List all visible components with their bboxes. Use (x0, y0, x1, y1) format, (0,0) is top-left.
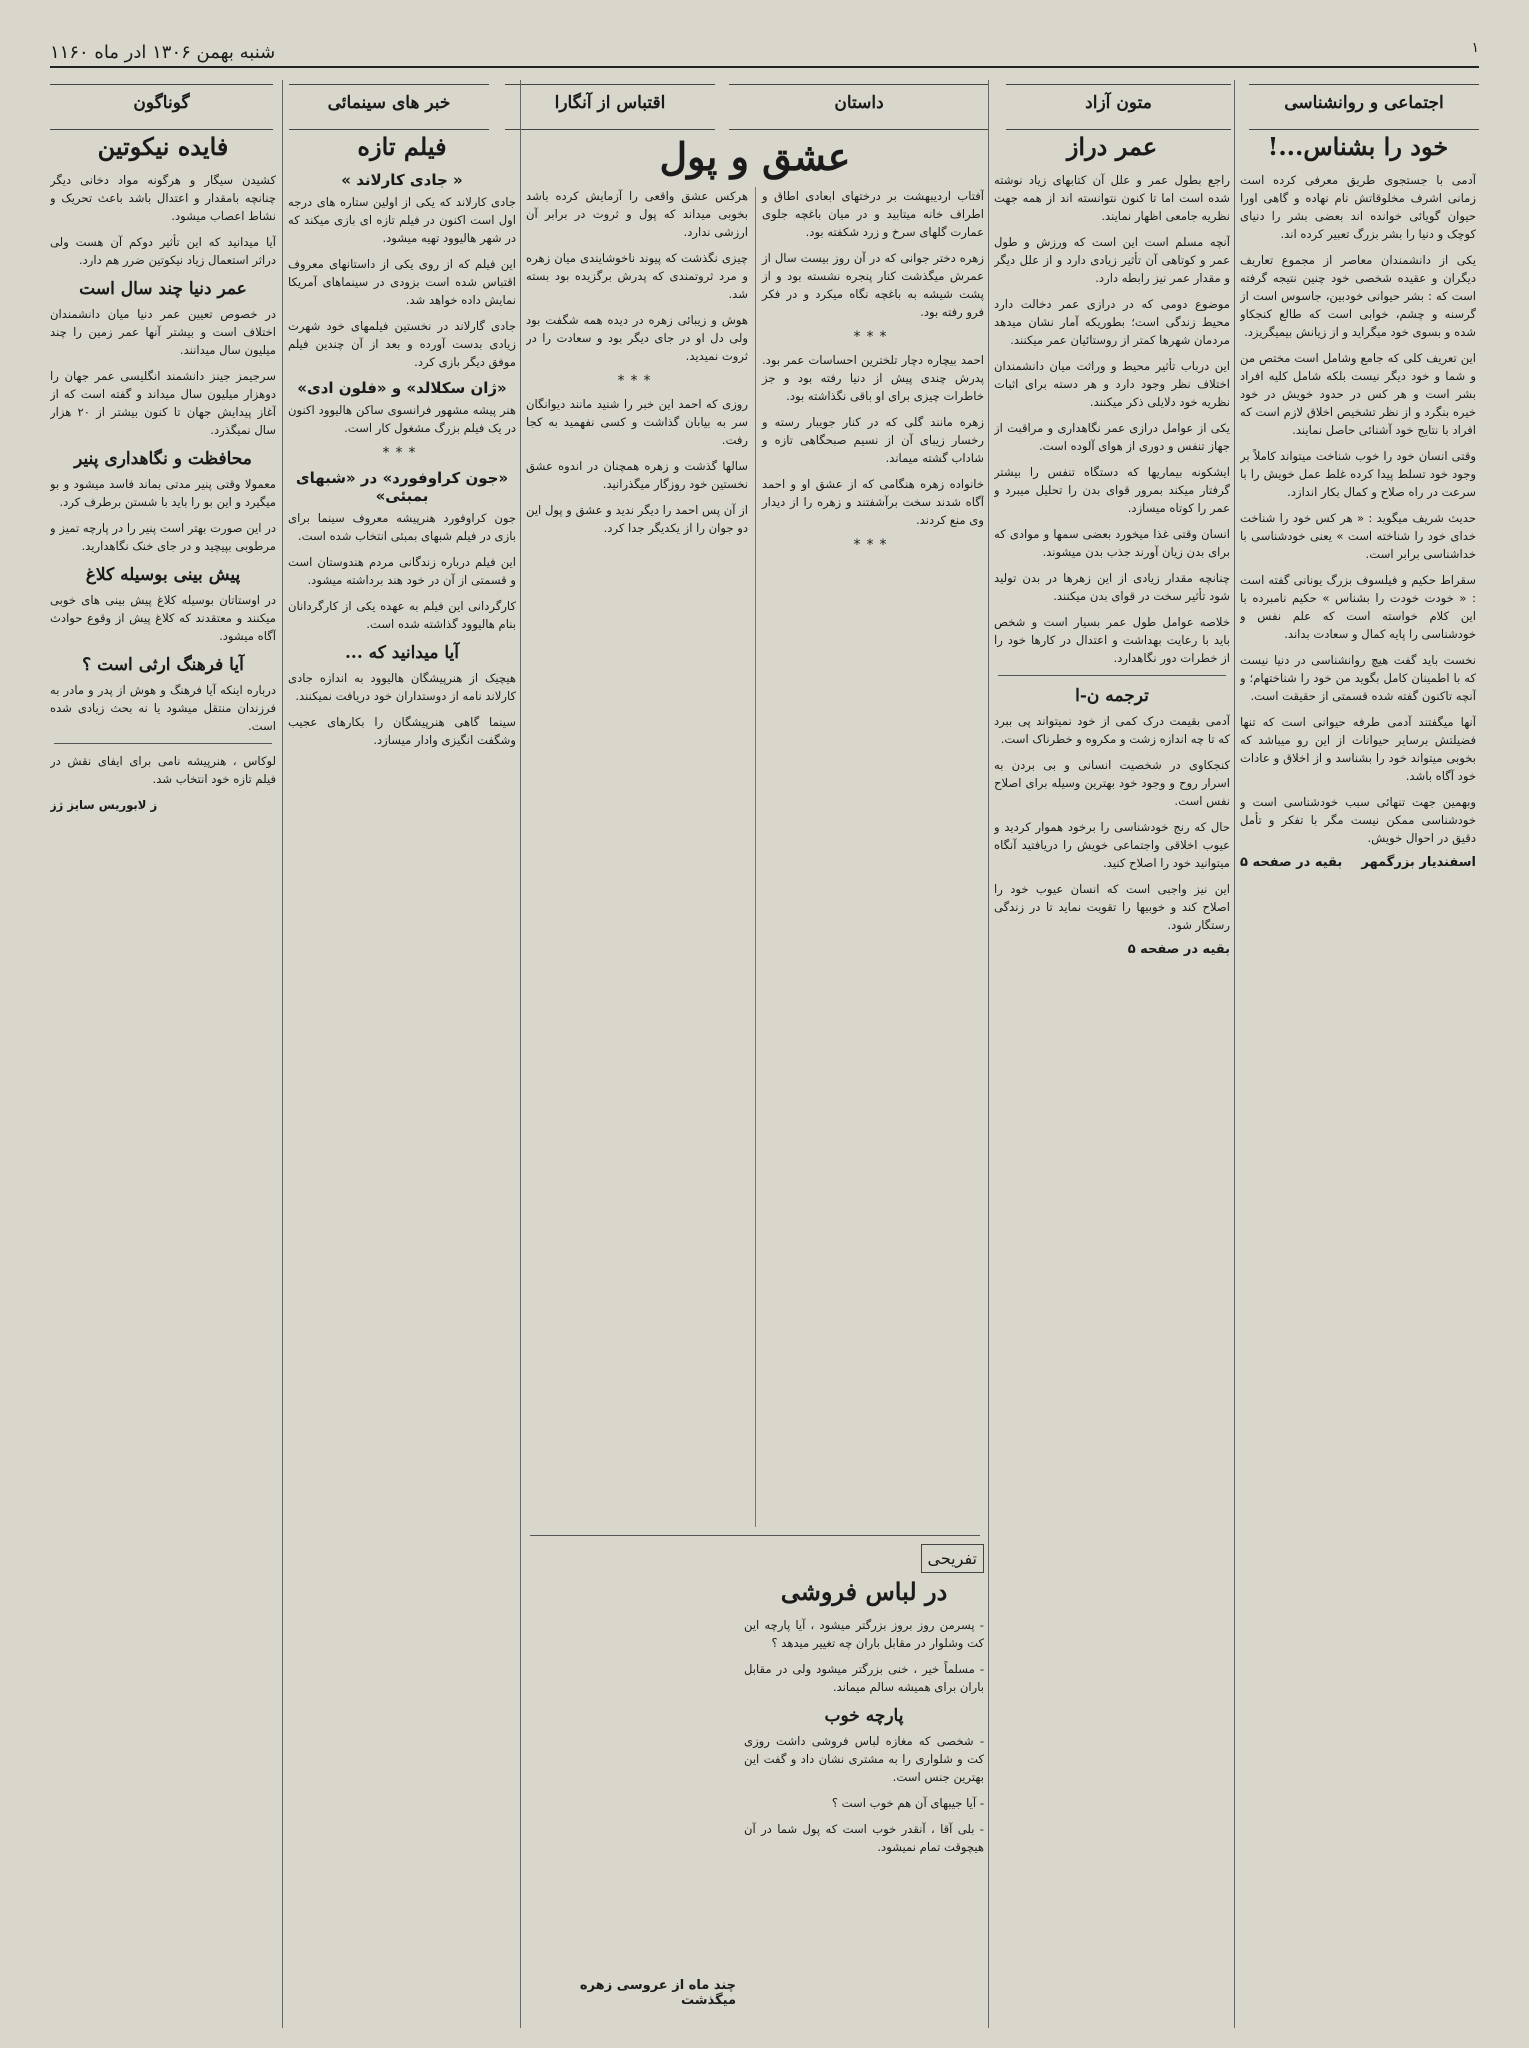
article-title: فایده نیکوتین (97, 132, 229, 161)
column-love-and-money (526, 128, 984, 2048)
article-title: فیلم تازه (357, 132, 447, 161)
humor-label: تفریحی (921, 1544, 985, 1573)
article-signature: بقیه در صفحه ۵ (1127, 942, 1230, 957)
section-misc: گوناگون (50, 84, 273, 130)
story-title: عشق و پول (659, 134, 851, 179)
section-cinema-news: خبر های سینمائی (289, 84, 489, 130)
divider (530, 1535, 980, 1536)
column-self-knowledge: خود را بشناس...! آدمی با جستجوی طریق معرفی کرده است زمانی اشرف مخلوقاتش نام نهاده و گاهی اورا حیوان گویائی خوانده اند بعضی بشر را دنیای کوچک و دنیا را بشر بزرگ تعبیر کرده اند. یکی از دانشمندان معاصر از مجموع تعاریف دیگران و عقیده شخصی خود چنین نتیجه گرفته است که : بشر حیوانی خودبین، جاسوس است از گرسنه و چشم، خوابی است که طالع کنجکاو شده و بسوی خود میگراید و از زیانش بیمیگریزد. این تعریف کلی که جامع وشامل است مختص من و شما و خود دیگر نیست بلکه شامل کلیه افراد بشر است و هر کس در حدود خویش در خود خیره بنگرد و از نظر تشخیص اخلاق لازم است که افراد با نتایج خود آشنائی حاصل نمایند. وقتی انسان خود را خوب شناخت میتواند کاملاً بر وجود خود تسلط پیدا کرده غلط عمل خویش را با سرعت در راه صلاح و کمال بکار اندازد. حدیث شریف میگوید : « هر کس خود را شناخت خدای خود را شناخته است » یعنی خودشناسی با خداشناسی برابر است. سقراط حکیم و فیلسوف بزرگ یونانی گفته است : « خودت خودت را بشناس » حکیم نامبرده با این کلام خواسته است که علم نفس و خودشناسی را پایه کمال و سعادت بداند. نخست باید گفت هیچ روانشناسی در دنیا نیست که با اطمینان کامل بگوید من خود را شناختهام؛ و آنچه تاکنون گفته شده قسمتی از حقیقت است. آنها میگفتند آدمی طرفه حیوانی است که تنها فضیلتش برسایر حیوانات از این رو میباشد که بخوبی میتواند خود را بشناسد و از اخلاق و عادات خود آگاه باشد. وبهمین جهت تنهائی سبب خودشناسی است و خودشناسی ممکن نیست مگر با تفکر و تأمل دقیق در احوال خویش. اسفندیار بزرگمهر بقیه در صفحه ۵ (1240, 132, 1476, 870)
humor-title: در لباس فروشی (780, 1577, 948, 1606)
divider (998, 675, 1226, 676)
column-rule (988, 80, 989, 2028)
humor-box: تفریحی در لباس فروشی - پسرمن روز بروز بزرگتر میشود ، آیا پارچه این کت وشلوار در مقابل باران چه تغییر میدهد ؟ - مسلماً خیر ، خنی بزرگتر میشود ولی در مقابل باران برای همیشه سالم میماند. پارچه خوب - شخصی که مغازه لباس فروشی داشت روزی کت و شلواری را به مشتری نشان داد و گفت این بهترین جنس است. - آیا جیبهای آن هم خوب است ؟ - بلی آقا ، آنقدر خوب است که پول شما در آن هیچوقت تمام نمیشود. (744, 1544, 984, 1856)
humor-subtitle: پارچه خوب (824, 1706, 904, 1726)
page-header (50, 38, 1479, 68)
section-angara: اقتباس از آنگارا (505, 84, 715, 130)
section-social: اجتماعی و روانشناسی (1249, 84, 1479, 130)
section-free-texts: متون آزاد (1006, 84, 1231, 130)
column-new-film: فیلم تازه « جادی کارلاند » جادی کارلاند که یکی از اولین ستاره های درجه اول است اکنون در فیلم تازه ای بازی میکند که در شهر هالیوود تهیه میشود. این فیلم که از روی یکی از داستانهای معروف اقتباس شده است بزودی در سینماهای آمریکا نمایش داده خواهد شد. جادی گارلاند در نخستین فیلمهای خود شهرت زیادی بدست آورده و بعد از آن چندین فیلم موفق دیگر بازی کرد. «ژان سکلالد» و «فلون ادی» هنر پیشه مشهور فرانسوی ساکن هالیوود اکنون در یک فیلم بزرگ مشغول کار است. *** «جون کراوفورد» در «شبهای بمبئی» جون کراوفورد هنرپیشه معروف سینما برای بازی در فیلم شبهای بمبئی انتخاب شده است. این فیلم درباره زندگانی مردم هندوستان است و قسمتی از آن در خود هند برداشته میشود. کارگردانی این فیلم به عهده یکی از کارگردانان بنام هالیوود گذاشته شده است. آیا میدانید که ... هیچیک از هنرپیشگان هالیوود به اندازه جادی کارلاند نامه از دوستداران خود دریافت نمیکنند. سینما گاهی هنرپیشگان را بکارهای عجیب وشگفت انگیزی وادار میسازد. (288, 132, 516, 747)
story-continuation: چند ماه از عروسی زهره میگذشت (579, 1978, 736, 2008)
page-number: ۱ (1471, 40, 1479, 56)
column-rule (1234, 80, 1235, 2028)
column-misc: فایده نیکوتین کشیدن سیگار و هرگونه مواد دخانی دیگر چنانچه بامقدار و اعتدال باشد باعث تحریک و نشاط اعصاب میشود. آیا میدانید که این تأثیر دوکم آن هست ولی دراثر استعمال زیاد نیکوتین ضرر هم دارد. عمر دنیا چند سال است در خصوص تعیین عمر دنیا میان دانشمندان اختلاف است و بیشتر آنها عمر زمین را چند میلیون سال میدانند. سرجیمز جینز دانشمند انگلیسی عمر جهان را دوهزار میلیون سال میداند و گفته است که از آغاز پیدایش جهان تا کنون بیشتر از ۲۰ هزار سال نمیگذرد. محافظت و نگاهداری پنیر معمولا وقتی پنیر مدتی بماند فاسد میشود و بو میگیرد و این بو را باید با شستن برطرف کرد. در این صورت بهتر است پنیر را در پارچه تمیز و مرطوبی بپیچید و در جای خنک نگاهدارید. پیش بینی بوسیله کلاغ در اوستاتان بوسیله کلاغ پیش بینی های خوبی میکنند و معتقدند که کلاغ پیش از وقوع حوادث آگاه میشود. آیا فرهنگ ارثی است ؟ درباره اینکه آیا فرهنگ و هوش از پدر و مادر به فرزندان منتقل میشود یا نه بحث زیادی شده است. لوکاس ، هنرپیشه نامی برای ایفای نقش در فیلم تازه خود انتخاب شد. ز لابوریس سایز ژز (50, 132, 276, 812)
section-labels (50, 70, 1479, 128)
column-rule (282, 80, 283, 2028)
translation-heading: ترجمه ن-ا (1075, 686, 1149, 706)
article-signature: اسفندیار بزرگمهر بقیه در صفحه ۵ (1240, 855, 1476, 870)
story-body: آفتاب اردیبهشت بر درختهای ابعادی اطاق و اطراف خانه میتابید و در میان باغچه جلوی عمارت گلهای سرخ و زرد شکفته بود. زهره دختر جوانی که در آن روز بیست سال از عمرش میگذشت کنار پنجره نشسته بود و از پشت شیشه به باغچه نگاه میکرد و در فکر فرو رفته بود. *** احمد بیچاره دچار تلخترین احساسات عمر بود. پدرش چندی پیش از دنیا رفته بود و جز خاطرات چیزی برای او باقی نگذاشته بود. زهره مانند گلی که در کنار جویبار رسته و رخسار زیبای آن از نسیم صبحگاهی تازه و شاداب گشته میماند. خانواده زهره هنگامی که از عشق او و احمد آگاه شدند سخت برآشفتند و زهره را از دیدار وی منع کردند. *** هرکس عشق واقعی را آزمایش کرده باشد بخوبی میداند که پول و ثروت در برابر آن ارزشی ندارد. چیزی نگذشت که پیوند ناخوشایندی میان زهره و مرد ثروتمندی که پدرش برگزیده بود بسته شد. هوش و زیبائی زهره در دیده همه شگفت بود ولی دل او در جای دیگر بود و سعادت را در ثروت نمیدید. *** روزی که احمد این خبر را شنید مانند دیوانگان سر به بیابان گذاشت و کسی نفهمید به کجا رفت. سالها گذشت و زهره همچنان در اندوه عشق نخستین خود روزگار میگذرانید. از آن پس احمد را دیگر ندید و عشق و پول این دو جوان را از یکدیگر جدا کرد. (526, 189, 984, 553)
divider (54, 743, 272, 744)
article-title: خود را بشناس...! (1267, 132, 1449, 161)
column-long-life: عمر دراز راجع بطول عمر و علل آن کتابهای زیاد نوشته شده است اما تا کنون نتوانسته اند از همه جهت نظریه جامعی اظهار نمایند. آنچه مسلم است این است که ورزش و طول عمر و کوتاهی آن تأثیر زیادی دارد و از علل دیگر و مقدار عمر نیز رابطه دارد. موضوع دومی که در درازی عمر دخالت دارد محیط زندگی است؛ بطوریکه آمار نشان میدهد مردمان شهرها کمتر از روستائیان عمر میکنند. این درباب تأثیر محیط و وراثت میان دانشمندان اختلاف نظر وجود دارد و هر دسته برای اثبات نظریه خود دلایلی ذکر میکنند. یکی از عوامل درازی عمر نگاهداری و مراقبت از جهاز تنفس و دوری از هوای آلوده است. ایشکونه بیماریها که دستگاه تنفس را بیشتر گرفتار میکند بمرور قوای بدن را تحلیل میبرد و عمر را کوتاه میسازد. انسان وقتی غذا میخورد بعضی سمها و موادی که برای بدن زیان آورند جذب بدن میشوند. چنانچه مقدار زیادی از این زهرها در بدن تولید شود تأثیر سخت در قوای بدن میکنند. خلاصه عوامل طول عمر بسیار است و شخص باید با رعایت بهداشت و اعتدال در کارها خود را از خطرات دور نگاهدارد. ترجمه ن-ا آدمی بقیمت درک کمی از خود نمیتواند پی ببرد که تا چه اندازه زشت و مکروه و خطرناک است. کنجکاوی در شخصیت انسانی و بی بردن به اسرار روح و وجود خود بهترین وسیله برای اصلاح نفس است. حال که رنج خودشناسی را برخود هموار کردید و عیوب اخلاقی واجتماعی خویش را دریافتید آنگاه میتوانید خود را اصلاح کنید. این نیز واجبی است که انسان عیوب خود را اصلاح کند و خوبیها را تقویت نماید تا در زندگی رستگار شود. بقیه در صفحه ۵ (994, 132, 1230, 957)
column-rule (520, 80, 521, 2028)
article-title: عمر دراز (1066, 132, 1158, 161)
section-story: داستان (729, 84, 989, 130)
issue-date: شنبه بهمن ۱۳۰۶ ادر ماه ۱۱۶۰ (50, 42, 276, 63)
